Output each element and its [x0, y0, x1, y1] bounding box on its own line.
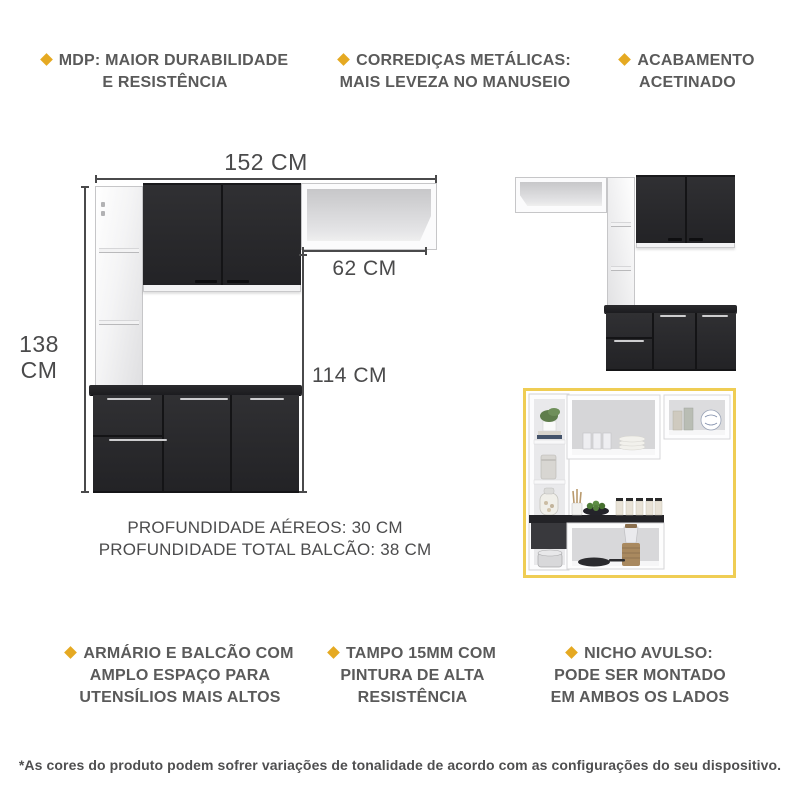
door-divider — [230, 395, 232, 491]
countertop — [89, 385, 302, 395]
feature-text: TAMPO 15MM COM — [345, 645, 497, 662]
feature-text: ACETINADO — [639, 74, 736, 91]
door-handle — [660, 315, 686, 317]
door-divider — [685, 177, 687, 243]
shelf-board — [611, 222, 631, 227]
dimension-total-height: 138 CM — [19, 331, 59, 383]
depth-upper-note: PROFUNDIDADE AÉREOS: 30 CM — [127, 518, 403, 537]
feature-tampo — [290, 643, 535, 709]
feature-acabamento — [575, 50, 800, 94]
door-divider — [695, 313, 697, 369]
diamond-bullet-icon — [40, 53, 53, 66]
drawer-handle — [107, 398, 151, 400]
kitchen-photo-illustration — [526, 391, 733, 575]
door-handle — [250, 398, 284, 400]
photo-canister — [541, 455, 556, 479]
photo-pot — [538, 550, 562, 567]
drawer-divider — [606, 337, 652, 339]
footer-disclaimer: *As cores do produto podem sofrer variações de tonalidade de acordo com as configurações do seu dispositivo. — [18, 757, 782, 773]
feature-text: RESISTÊNCIA — [357, 689, 468, 706]
feature-text: MDP: MAIOR DURABILIDADE — [58, 52, 289, 69]
drawer-handle — [614, 340, 644, 342]
feature-text: UTENSÍLIOS MAIS ALTOS — [79, 689, 281, 706]
feature-text: PODE SER MONTADO — [554, 667, 726, 684]
diamond-bullet-icon — [337, 53, 350, 66]
door-handle — [689, 238, 703, 241]
feature-nicho — [525, 643, 755, 709]
drawer-divider — [93, 435, 162, 437]
dimension-line-niche — [302, 250, 427, 252]
diamond-bullet-icon — [65, 646, 78, 659]
feature-armario-balcao — [40, 643, 320, 709]
feature-text: CORREDIÇAS METÁLICAS: — [356, 52, 571, 69]
base-cabinet — [93, 395, 299, 493]
open-shelf-column-mirrored — [607, 177, 635, 307]
feature-text: ARMÁRIO E BALCÃO COM — [83, 645, 294, 662]
dimension-niche-width: 62 CM — [332, 257, 397, 280]
depth-counter-note: PROFUNDIDADE TOTAL BALCÃO: 38 CM — [98, 540, 432, 559]
depth-notes — [85, 517, 445, 561]
niche-interior — [520, 182, 602, 206]
diamond-bullet-icon — [565, 646, 578, 659]
upper-cabinet-mirrored — [636, 175, 735, 243]
open-shelf-column — [95, 186, 143, 389]
hinge-detail — [101, 211, 105, 216]
door-handle — [668, 238, 682, 241]
shelf-board — [99, 320, 139, 325]
dimension-counter-height: 114 CM — [312, 364, 387, 387]
niche-interior — [307, 189, 431, 241]
shelf-board — [611, 266, 631, 271]
photo-upper-cabinet-open — [567, 395, 660, 459]
door-handle — [702, 315, 728, 317]
photo-right-niche — [664, 395, 730, 439]
wall-niche — [301, 183, 437, 250]
diamond-bullet-icon — [327, 646, 340, 659]
photo-plate-stack — [619, 436, 645, 450]
dimension-line-counter — [302, 254, 304, 493]
drawer-handle — [109, 439, 167, 441]
door-handle — [195, 280, 217, 283]
feature-text: AMPLO ESPAÇO PARA — [89, 667, 271, 684]
door-divider — [162, 395, 164, 491]
hinge-detail — [101, 202, 105, 207]
dimension-line-width — [95, 178, 437, 180]
upper-cabinet-bottom-board — [143, 285, 301, 292]
feature-text: PINTURA DE ALTA — [340, 667, 485, 684]
upper-cabinet — [143, 183, 301, 285]
photo-fruit-bowl — [583, 501, 609, 516]
shelf-board — [99, 248, 139, 253]
feature-text: ACABAMENTO — [637, 52, 755, 69]
photo-utensil-crock — [572, 489, 582, 515]
feature-mdp — [25, 50, 305, 94]
feature-text: EM AMBOS OS LADOS — [550, 689, 730, 706]
upper-cabinet-bottom-board — [636, 243, 735, 248]
diamond-bullet-icon — [618, 53, 631, 66]
dimension-line-height — [84, 186, 86, 493]
door-handle — [180, 398, 228, 400]
wall-niche-mirrored — [515, 177, 607, 213]
feature-text: NICHO AVULSO: — [584, 645, 713, 662]
feature-text: E RESISTÊNCIA — [102, 74, 228, 91]
photo-black-drawer — [531, 523, 567, 549]
door-divider — [652, 313, 654, 369]
door-handle — [227, 280, 249, 283]
feature-text: MAIS LEVEZA NO MANUSEIO — [339, 74, 571, 91]
dimension-total-width: 152 CM — [224, 149, 308, 175]
countertop-mirrored — [604, 305, 737, 313]
base-cabinet-mirrored — [606, 313, 736, 371]
styled-kitchen-photo — [523, 388, 736, 578]
photo-spice-bottles — [616, 498, 662, 515]
feature-corredicas — [330, 50, 580, 94]
photo-countertop — [529, 515, 664, 523]
photo-glasses — [583, 433, 611, 449]
door-divider — [221, 185, 223, 285]
